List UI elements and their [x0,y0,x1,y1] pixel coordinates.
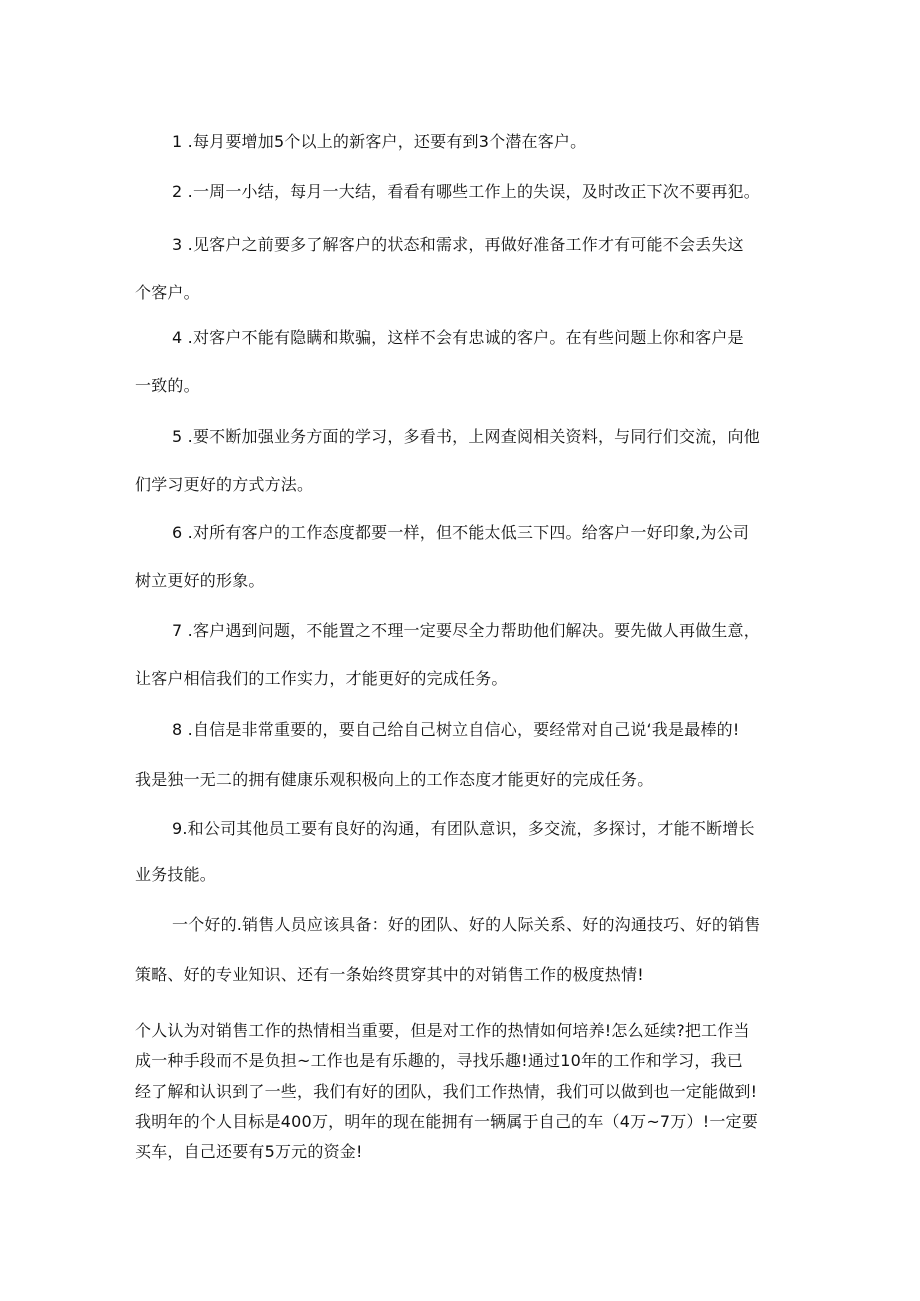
paragraph-3-line-1: 3 .见客户之前要多了解客户的状态和需求，再做好准备工作才有可能不会丢失这 [172,235,744,254]
paragraph-9-line-1: 9.和公司其他员工要有良好的沟通，有团队意识，多交流，多探讨，才能不断增长 [172,819,755,838]
paragraph-7-line-1: 7 .客户遇到问题，不能置之不理一定要尽全力帮助他们解决。要先做人再做生意， [172,621,760,640]
paragraph-8-line-1: 8 .自信是非常重要的，要自己给自己树立自信心，要经常对自己说‘我是最棒的! [172,720,740,739]
paragraph-10-line-1: 一个好的.销售人员应该具备：好的团队、好的人际关系、好的沟通技巧、好的销售 [172,915,761,934]
paragraph-7-line-2: 让客户相信我们的工作实力，才能更好的完成任务。 [135,669,508,688]
paragraph-10-line-2: 策略、好的专业知识、还有一条始终贯穿其中的对销售工作的极度热情! [135,965,644,984]
paragraph-9-line-2: 业务技能。 [135,865,217,884]
paragraph-2-line-1: 2 .一周一小结，每月一大结，看看有哪些工作上的失误，及时改正下次不要再犯。 [172,182,760,201]
paragraph-8-line-2: 我是独一无二的拥有健康乐观积极向上的工作态度才能更好的完成任务。 [135,770,654,789]
paragraph-4-line-2: 一致的。 [135,376,200,395]
paragraph-3-line-2: 个客户。 [135,283,200,302]
paragraph-11-line-3: 经了解和认识到了一些，我们有好的团队，我们工作热情，我们可以做到也一定能做到! [135,1082,758,1101]
paragraph-5-line-1: 5 .要不断加强业务方面的学习，多看书，上网查阅相关资料，与同行们交流，向他 [172,427,760,446]
paragraph-11-line-4: 我明年的个人目标是400万，明年的现在能拥有一辆属于自己的车（4万~7万）!一定要 [135,1112,758,1131]
paragraph-6-line-1: 6 .对所有客户的工作态度都要一样，但不能太低三下四。给客户一好印象,为公司 [172,523,750,542]
paragraph-11-line-2: 成一种手段而不是负担~工作也是有乐趣的，寻找乐趣!通过10年的工作和学习，我已 [135,1051,743,1070]
paragraph-11-line-5: 买车，自己还要有5万元的资金! [135,1142,363,1161]
paragraph-11-line-1: 个人认为对销售工作的热情相当重要，但是对工作的热情如何培养!怎么延续?把工作当 [135,1021,750,1040]
paragraph-4-line-1: 4 .对客户不能有隐瞒和欺骗，这样不会有忠诚的客户。在有些问题上你和客户是 [172,328,744,347]
paragraph-5-line-2: 们学习更好的方式方法。 [135,475,314,494]
paragraph-6-line-2: 树立更好的形象。 [135,571,265,590]
paragraph-1-line-1: 1 .每月要增加5个以上的新客户，还要有到3个潜在客户。 [172,132,587,151]
